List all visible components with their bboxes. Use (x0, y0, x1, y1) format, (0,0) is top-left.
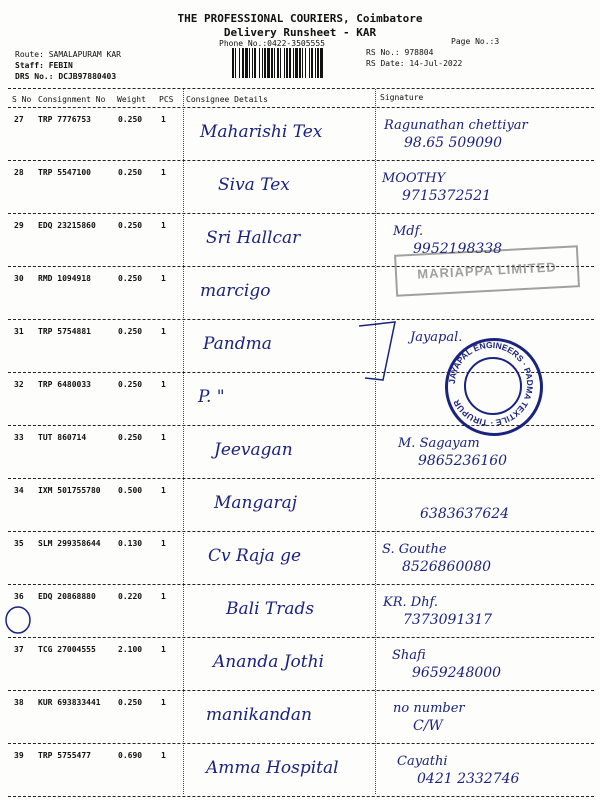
row-pcs: 1 (161, 274, 166, 283)
row-consignment-no: EDQ 23215860 (38, 221, 96, 230)
row-separator (8, 690, 594, 691)
company-name: THE PROFESSIONAL COURIERS, Coimbatore (177, 12, 423, 25)
col-consignee: Consignee Details (186, 95, 268, 104)
engineers-seal (445, 338, 543, 436)
row-pcs: 1 (161, 645, 166, 654)
barcode (232, 48, 357, 78)
row-separator (8, 213, 594, 214)
row-signature-handwriting: Mdf. (393, 224, 424, 239)
col-weight: Weight (117, 95, 146, 104)
row-consignee-handwriting: Maharishi Tex (200, 122, 323, 142)
svg-text:JAYAPAL ENGINEERS · PADMA TEXT: JAYAPAL ENGINEERS · PADMA TEXTILE · TIRUPUR (446, 339, 536, 429)
runsheet-title: Delivery Runsheet - KAR (223, 26, 377, 39)
row-sno: 33 (14, 433, 24, 442)
row-consignment-no: EDQ 20868880 (38, 592, 96, 601)
row-weight: 2.100 (118, 645, 143, 654)
row-consignment-no: IXM 501755780 (38, 486, 101, 495)
row-consignee-handwriting: Bali Trads (226, 599, 315, 619)
col-separator-consignee (183, 89, 184, 794)
row-signature-number: 9952198338 (413, 241, 503, 257)
row-sno: 28 (14, 168, 24, 177)
company-stamp: MARIAPPA LIMITED (394, 245, 580, 297)
row-consignee-handwriting: Jeevagan (214, 440, 293, 460)
route: Route: SAMALAPURAM KAR (15, 50, 121, 59)
row-consignment-no: TUT 860714 (38, 433, 87, 442)
row-signature-handwriting: S. Gouthe (382, 542, 447, 557)
row-sno: 31 (14, 327, 24, 336)
row-separator (8, 584, 594, 585)
row-weight: 0.130 (118, 539, 143, 548)
row-weight: 0.250 (118, 168, 143, 177)
row-consignee-handwriting: manikandan (206, 705, 312, 725)
header-bottom-rule (8, 107, 594, 108)
row-sno: 38 (14, 698, 24, 707)
row-weight: 0.250 (118, 221, 143, 230)
row-sno: 27 (14, 115, 24, 124)
row-consignee-handwriting: Ananda Jothi (213, 652, 324, 672)
row-sno: 37 (14, 645, 24, 654)
row-consignment-no: TRP 5754881 (38, 327, 91, 336)
row-consignee-handwriting: Cv Raja ge (208, 546, 302, 566)
row-consignee-handwriting: Siva Tex (218, 175, 290, 195)
row-consignee-handwriting: marcigo (200, 281, 271, 301)
row-separator (8, 743, 594, 744)
row-consignee-handwriting: Pandma (203, 334, 272, 354)
row-signature-number: 9715372521 (402, 188, 492, 204)
row-weight: 0.250 (118, 327, 143, 336)
row-signature-number: 7373091317 (403, 612, 493, 628)
row-sno: 35 (14, 539, 24, 548)
row-consignee-handwriting: Sri Hallcar (206, 228, 301, 248)
row-pcs: 1 (161, 486, 166, 495)
row-pcs: 1 (161, 380, 166, 389)
row-pcs: 1 (161, 168, 166, 177)
row-pcs: 1 (161, 115, 166, 124)
row-weight: 0.220 (118, 592, 143, 601)
row-consignee-handwriting: P. " (198, 387, 225, 407)
row-sno: 30 (14, 274, 24, 283)
row-separator (8, 796, 594, 797)
row-consignment-no: TCG 27004555 (38, 645, 96, 654)
col-separator-signature (375, 89, 376, 794)
header-top-rule (8, 88, 594, 89)
col-sno: S No (12, 95, 32, 104)
row-signature-handwriting: MOOTHY (382, 171, 446, 186)
row-consignee-handwriting: Amma Hospital (206, 758, 339, 778)
row-signature-number: 8526860080 (402, 559, 492, 575)
row-pcs: 1 (161, 539, 166, 548)
row-weight: 0.690 (118, 751, 143, 760)
row-pcs: 1 (161, 751, 166, 760)
row-pcs: 1 (161, 698, 166, 707)
row-weight: 0.250 (118, 433, 143, 442)
row-consignment-no: KUR 693833441 (38, 698, 101, 707)
row-signature-handwriting: M. Sagayam (398, 436, 480, 451)
row-separator (8, 478, 594, 479)
row-consignment-no: RMD 1094918 (38, 274, 91, 283)
row-consignee-handwriting: Mangaraj (214, 493, 298, 513)
phone-number: Phone No.:0422-3505555 (219, 39, 325, 48)
row-signature-handwriting: KR. Dhf. (383, 595, 439, 610)
row-signature-number: 0421 2332746 (417, 771, 520, 787)
row-consignment-no: TRP 6480033 (38, 380, 91, 389)
row-sno: 36 (14, 592, 24, 601)
row-signature-number: 9865236160 (418, 453, 508, 469)
row-signature-handwriting: Shafi (392, 648, 426, 663)
row-pcs: 1 (161, 221, 166, 230)
row-sno: 29 (14, 221, 24, 230)
row-separator (8, 319, 594, 320)
row-sno: 32 (14, 380, 24, 389)
row-weight: 0.250 (118, 115, 143, 124)
page-number: Page No.:3 (451, 37, 500, 46)
row-separator (8, 531, 594, 532)
row-signature-number: 9659248000 (412, 665, 502, 681)
row-weight: 0.500 (118, 486, 143, 495)
row-pcs: 1 (161, 592, 166, 601)
col-consignment: Consignment No (38, 95, 106, 104)
row-weight: 0.250 (118, 380, 143, 389)
drs-number: DRS No.: DCJB97880403 (15, 72, 117, 81)
row-signature-handwriting: Cayathi (397, 754, 448, 769)
row-separator (8, 637, 594, 638)
rs-date: RS Date: 14-Jul-2022 (366, 59, 463, 68)
row-signature-handwriting: no number (393, 701, 465, 716)
row-consignment-no: TRP 5755477 (38, 751, 91, 760)
row-signature-number: 6383637624 (420, 506, 510, 522)
row-sno: 39 (14, 751, 24, 760)
row-weight: 0.250 (118, 698, 143, 707)
row-signature-handwriting: Ragunathan chettiyar (384, 118, 528, 133)
row-weight: 0.250 (118, 274, 143, 283)
row-sno: 34 (14, 486, 24, 495)
row-consignment-no: TRP 7776753 (38, 115, 91, 124)
row-signature-number: C/W (413, 718, 443, 734)
col-pcs: PCS (159, 95, 174, 104)
row-consignment-no: TRP 5547100 (38, 168, 91, 177)
row-consignment-no: SLM 299358644 (38, 539, 101, 548)
row-separator (8, 160, 594, 161)
row-38-circle (3, 605, 33, 635)
rs-number: RS No.: 978804 (366, 48, 434, 57)
row-pcs: 1 (161, 327, 166, 336)
row-signature-handwriting: Jayapal. (410, 330, 463, 345)
staff: Staff: FEBIN (15, 61, 73, 70)
row-pcs: 1 (161, 433, 166, 442)
signature-bracket (355, 318, 415, 388)
row-signature-number: 98.65 509090 (404, 135, 502, 151)
col-signature: Signature (380, 93, 424, 102)
